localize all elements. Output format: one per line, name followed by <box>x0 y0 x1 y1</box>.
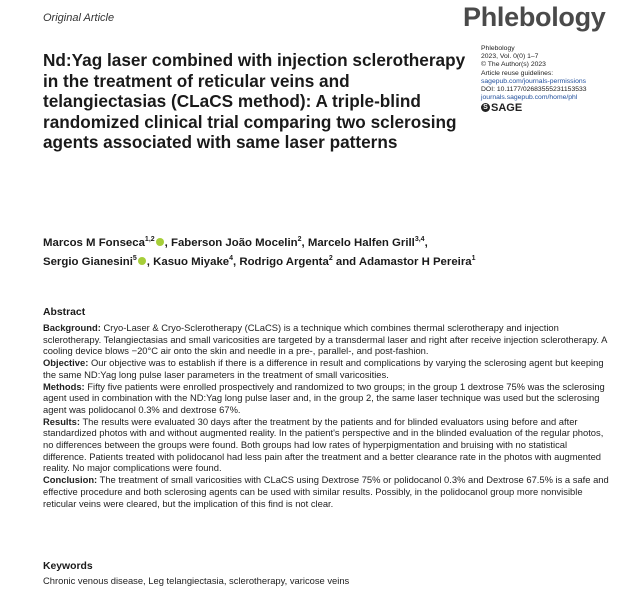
orcid-icon[interactable] <box>138 257 146 265</box>
abstract-section-label: Objective: <box>43 357 89 369</box>
author-name: Kasuo Miyake <box>153 256 230 269</box>
author-name: Faberson João Mocelin <box>171 236 298 249</box>
author-affiliation: 1 <box>471 255 476 263</box>
article-title: Nd:Yag laser combined with injection sclerotherapy in the treatment of reticular veins and telangiectasias (CLaCS method): A triple-blind randomized clinical trial comparing two sclerosing agents associated with same laser patterns <box>43 50 466 153</box>
abstract-section-text: The treatment of small varicosities with CLaCS using Dextrose 75% or polidocanol 0.3% and Dextrose 67.5% is a safe and effective procedure and both sclerosing agents can be used with similar results. Possibly, in the polidocanol group more nonvisible reticular veins were cleared, but the implication of this find is not clear. <box>43 474 609 509</box>
abstract-section <box>43 322 610 357</box>
sage-logo-icon: S <box>481 103 490 112</box>
meta-journal: Phlebology <box>481 45 515 52</box>
author-affiliation: 3,4 <box>414 236 425 243</box>
abstract-section-label: Conclusion: <box>43 474 98 486</box>
author-name: Marcos M Fonseca <box>43 236 145 249</box>
abstract-section <box>43 416 610 475</box>
abstract-section-label: Methods: <box>43 380 85 392</box>
abstract-section-text: Our objective was to establish if there is a difference in result and complications by varying the sclerosing agent but keeping the same ND:Yag long pulse laser parameters in the treatment of small varicosities. <box>43 357 604 380</box>
sage-logo <box>481 103 587 112</box>
journal-brand: Phlebology <box>463 2 606 32</box>
author-name: Marcelo Halfen Grill <box>307 236 415 249</box>
keywords-text: Chronic venous disease, Leg telangiectasia, sclerotherapy, varicose veins <box>43 575 350 586</box>
meta-reuse-label: Article reuse guidelines: <box>481 69 554 77</box>
publication-meta <box>481 45 587 112</box>
abstract-section-text: Cryo-Laser & Cryo-Sclerotherapy (CLaCS) is a technique which combines thermal sclerotherapy and injection sclerotherapy. Telangiectasias and small varicosities are targeted by a transdermal laser and right after receive injection sclerotherapy. A cooling device blows −20°C air onto the skin and needle in a pre-, parallel-, and post-fashion. <box>43 322 607 357</box>
author-connector: and <box>335 256 357 269</box>
author-affiliation: 4 <box>229 255 234 263</box>
orcid-icon[interactable] <box>156 238 164 246</box>
abstract-section-text: Fifty five patients were enrolled prospectively and randomized to two groups; in the group 1 dextrose 75% was the sclerosing agent used in combination with the ND:Yag long pulse laser and, in the group 2, the same laser technique was used but the sclerosing agent was polidocanol 0.3% and dextrose 67%. <box>43 380 605 415</box>
author-name: Sergio Gianesini <box>43 256 133 269</box>
author-name: Adamastor H Pereira <box>358 256 472 269</box>
abstract-section <box>43 357 610 380</box>
keywords-heading: Keywords <box>43 561 93 572</box>
abstract-section-label: Background: <box>43 322 101 333</box>
meta-volume: 2023, Vol. 0(0) 1–7 <box>481 53 539 61</box>
author-affiliation: 5 <box>132 255 137 263</box>
author-affiliation: 1,2 <box>144 236 155 243</box>
abstract-section <box>43 381 610 416</box>
author-name: Rodrigo Argenta <box>239 256 329 269</box>
author-affiliation: 2 <box>297 236 302 243</box>
author-affiliation: 2 <box>328 255 333 263</box>
abstract-heading: Abstract <box>43 307 86 318</box>
author-list: Marcos M Fonseca$^{1,2}$ , Faberson João Mocelin$^2$, Marcelo Halfen Grill$^{3,4}$, Sergio Gianesini$^5$ , Kasuo Miyake$^4$, Rodrigo Argenta$^2$ and Adamastor H Pereira$^1$ <box>43 236 476 269</box>
article-type-label: Original Article <box>43 12 115 24</box>
meta-copyright: © The Author(s) 2023 <box>481 61 546 69</box>
abstract-body <box>43 322 610 509</box>
reuse-link[interactable]: sagepub.com/journals-permissions <box>481 77 587 85</box>
abstract-section <box>43 474 610 509</box>
sage-logo-text: SAGE <box>491 101 523 114</box>
abstract-section-label: Results: <box>43 415 80 427</box>
abstract-section-text: The results were evaluated 30 days after the treatment by the patients and for blinded evaluators using before and after standardized photos with and without augmented reality. In the patient's perspective and in the blinded evaluation of the regular photos, no differences between the groups were found. Both groups had low rates of hyperpigmentation and bruising with no statistical difference. Patients treated with polidocanol had less pain after the treatment and a better clearance rate in the photos with augmented reality. No major complications were found. <box>43 415 604 474</box>
journal-home-link[interactable]: journals.sagepub.com/home/phl <box>481 94 578 102</box>
meta-doi[interactable]: DOI: 10.1177/02683555231153533 <box>481 86 587 94</box>
